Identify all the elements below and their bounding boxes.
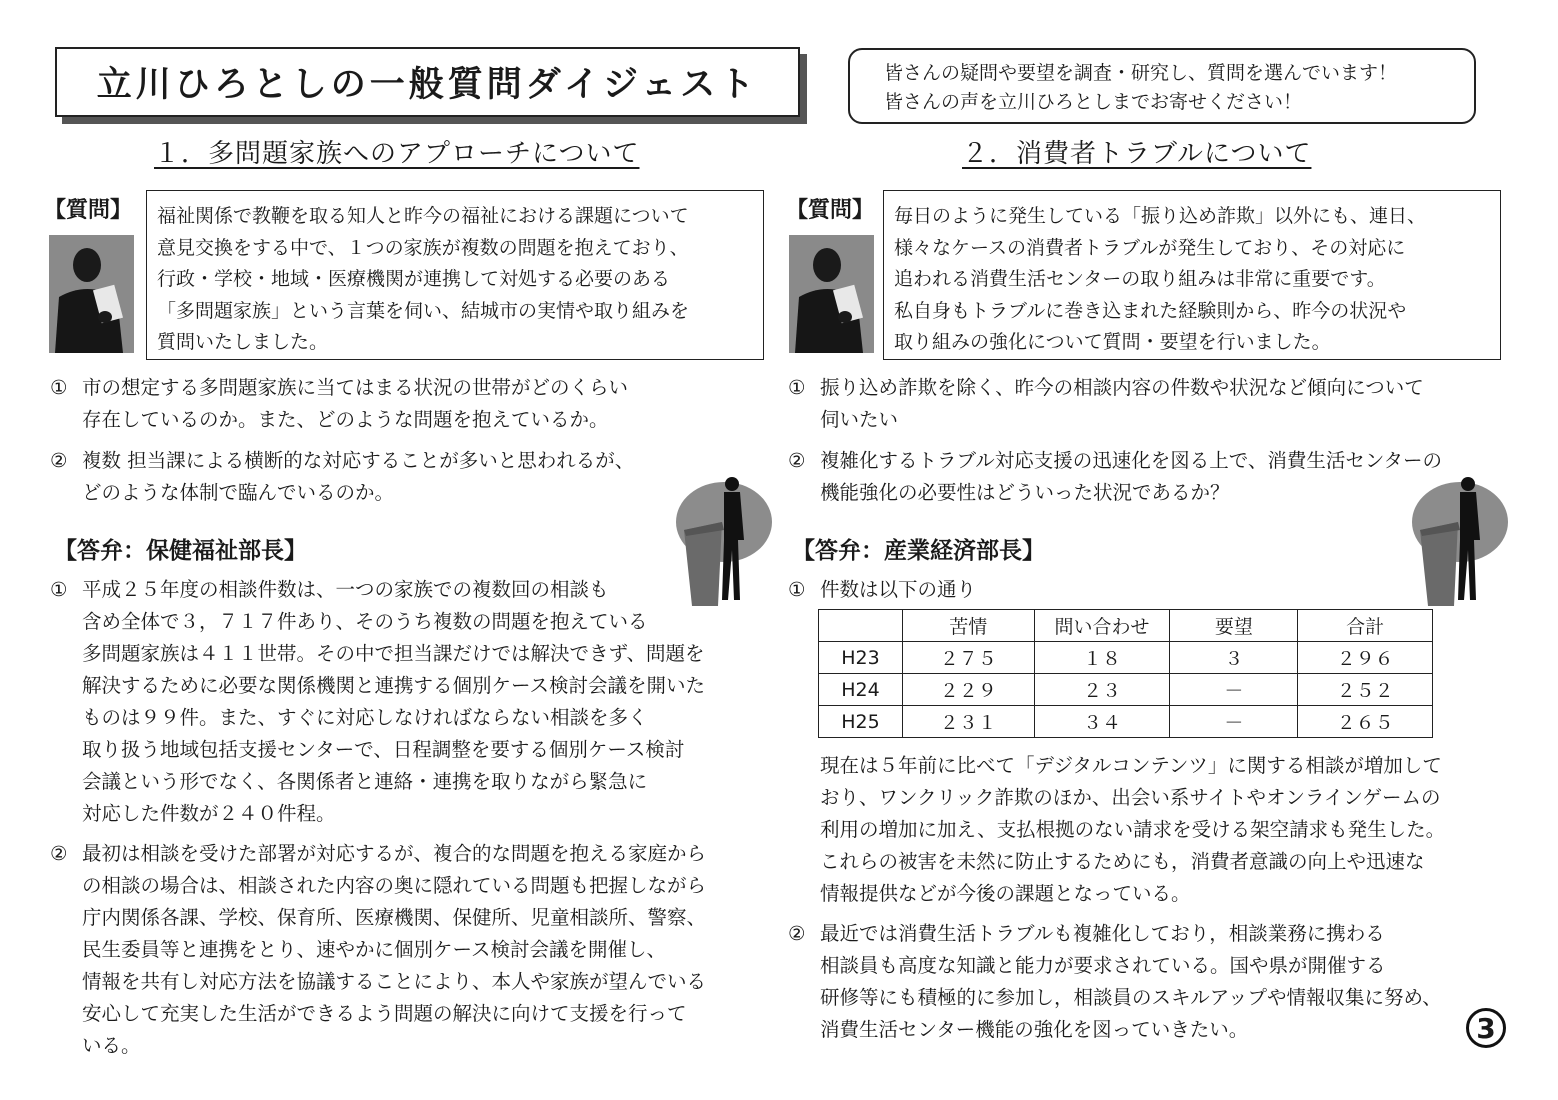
item-line: 存在しているのか。また、どのような問題を抱えているか。 <box>82 408 609 431</box>
question-line: 様々なケースの消費者トラブルが発生しており、その対応に <box>894 236 1406 259</box>
table-cell: H23 <box>819 642 903 674</box>
table-header-cell: 合計 <box>1298 610 1433 642</box>
answer-line: 消費生活センター機能の強化を図っていきたい。 <box>820 1018 1249 1041</box>
speaker-photo <box>789 235 874 353</box>
table-cell: ２３ <box>1034 674 1170 706</box>
table-cell: H25 <box>819 706 903 738</box>
answer-line: 取り扱う地域包括支援センターで、日程調整を要する個別ケース検討 <box>82 738 685 761</box>
question-box-right <box>883 190 1501 360</box>
item-line: 複雑化するトラブル対応支援の迅速化を図る上で、消費生活センターの <box>820 449 1443 472</box>
item-line: 伺いたい <box>820 408 899 431</box>
table-row <box>819 674 1433 706</box>
item-number: ② <box>788 449 806 472</box>
question-label: 【質問】 <box>44 198 133 223</box>
answer-line: 最近では消費生活トラブルも複雑化しており，相談業務に携わる <box>820 922 1385 945</box>
answer-line: 平成２５年度の相談件数は、一つの家族での複数回の相談も <box>82 578 609 601</box>
answer-line: 対応した件数が２４０件程。 <box>82 802 336 825</box>
table-cell: － <box>1170 706 1298 738</box>
item-number: ① <box>788 578 806 601</box>
question-box-left <box>146 190 764 360</box>
section-heading-left: １．多問題家族へのアプローチについて <box>154 139 640 169</box>
answer-line: 研修等にも積極的に参加し，相談員のスキルアップや情報収集に努め、 <box>820 986 1442 1009</box>
answer-line: 相談員も高度な知識と能力が要求されている。国や県が開催する <box>820 954 1386 977</box>
item-line: 振り込め詐欺を除く、昨今の相談内容の件数や状況など傾向について <box>820 376 1424 399</box>
speaker-photo <box>49 235 134 353</box>
answer-line: 会議という形でなく、各関係者と連絡・連携を取りながら緊急に <box>82 770 648 793</box>
table-cell: ２５２ <box>1298 674 1433 706</box>
table-cell: ２６５ <box>1298 706 1433 738</box>
question-line: 福祉関係で教鞭を取る知人と昨今の福祉における課題について <box>157 205 689 227</box>
table-cell: ２７５ <box>902 642 1034 674</box>
list-item <box>788 372 1508 438</box>
item-number: ① <box>788 376 806 399</box>
item-line: 市の想定する多問題家族に当てはまる状況の世帯がどのくらい <box>82 376 629 399</box>
table-header-cell: 問い合わせ <box>1034 610 1170 642</box>
table-cell: ２３１ <box>902 706 1034 738</box>
list-item <box>788 918 1488 1048</box>
list-item <box>50 445 770 511</box>
item-number: ② <box>788 922 806 945</box>
table-header-cell: 苦情 <box>902 610 1034 642</box>
item-number: ① <box>50 376 68 399</box>
item-line: 複数 担当課による横断的な対応することが多いと思われるが、 <box>82 449 635 472</box>
answer-heading-right: 【答弁：産業経済部長】 <box>792 538 1045 564</box>
page-title: 立川ひろとしの一般質問ダイジェスト <box>55 47 800 117</box>
item-number: ② <box>50 842 68 865</box>
answer-line: 多問題家族は４１１世帯。その中で担当課だけでは解決できず、問題を <box>82 642 705 665</box>
question-label: 【質問】 <box>786 198 875 223</box>
answer-line: 解決するために必要な関係機関と連携する個別ケース検討会議を開いた <box>82 674 706 697</box>
table-cell: H24 <box>819 674 903 706</box>
table-cell: ２２９ <box>902 674 1034 706</box>
table-row <box>819 642 1433 674</box>
answer-line: 情報を共有し対応方法を協議することにより、本人や家族が望んでいる <box>82 970 707 993</box>
answer-line: ものは９９件。また、すぐに対応しなければならない相談を多く <box>82 706 648 729</box>
table-cell: ３ <box>1170 642 1298 674</box>
answer-line: いる。 <box>82 1034 141 1057</box>
consultation-table <box>818 609 1433 738</box>
answer-line: 最初は相談を受けた部署が対応するが、複合的な問題を抱える家庭から <box>82 842 707 865</box>
answer-line: 情報提供などが今後の課題となっている。 <box>820 882 1191 905</box>
answer-line: これらの被害を未然に防止するためにも，消費者意識の向上や迅速な <box>820 850 1425 873</box>
table-cell: － <box>1170 674 1298 706</box>
question-line: 「多問題家族」という言葉を伺い、結城市の実情や取り組みを <box>157 299 690 322</box>
podium-speaker-illustration <box>1410 470 1510 606</box>
answer-line: 庁内関係各課、学校、保育所、医療機関、保健所、児童相談所、警察、 <box>82 906 707 929</box>
list-item <box>788 445 1508 511</box>
table-cell: ２９６ <box>1298 642 1433 674</box>
answer-line: 民生委員等と連携をとり、速やかに個別ケース検討会議を開催し、 <box>82 938 667 961</box>
answer-line: おり、ワンクリック詐欺のほか、出会い系サイトやオンラインゲームの <box>820 786 1441 809</box>
table-header-cell: 要望 <box>1170 610 1298 642</box>
answer-heading-left: 【答弁：保健福祉部長】 <box>54 538 307 564</box>
table-header-cell <box>819 610 903 642</box>
question-line: 行政・学校・地域・医療機関が連携して対処する必要のある <box>157 268 671 290</box>
question-line: 毎日のように発生している「振り込め詐欺」以外にも、連日、 <box>894 205 1427 227</box>
question-line: 質問いたしました。 <box>157 331 329 353</box>
answer-line: 安心して充実した生活ができるよう問題の解決に向けて支援を行って <box>82 1002 687 1025</box>
answer-line: 含め全体で３，７１７件あり、そのうち複数の問題を抱えている <box>82 610 648 633</box>
item-line: 機能強化の必要性はどういった状況であるか？ <box>820 481 1230 504</box>
table-cell: ３４ <box>1034 706 1170 738</box>
item-number: ② <box>50 449 68 472</box>
answer-paragraph <box>820 750 1520 910</box>
question-line: 取り組みの強化について質問・要望を行いました。 <box>894 331 1331 353</box>
notice-line: 皆さんの疑問や要望を調査・研究し、質問を選んでいます！ <box>884 62 1398 84</box>
notice-line: 皆さんの声を立川ひろとしまでお寄せください！ <box>884 91 1303 113</box>
question-line: 意見交換をする中で、１つの家族が複数の問題を抱えており、 <box>157 236 689 259</box>
answer-line: の相談の場合は、相談された内容の奥に隠れている問題も把握しながら <box>82 874 707 897</box>
table-cell: １８ <box>1034 642 1170 674</box>
table-header-row <box>819 610 1433 642</box>
answer-intro: 件数は以下の通り <box>820 578 977 601</box>
section-heading-right: ２．消費者トラブルについて <box>962 139 1312 169</box>
answer-line: 現在は５年前に比べて「デジタルコンテンツ」に関する相談が増加して <box>820 754 1442 777</box>
table-row <box>819 706 1433 738</box>
list-item <box>788 574 1188 606</box>
question-line: 私自身もトラブルに巻き込まれた経験則から、昨今の状況や <box>894 299 1407 322</box>
answer-line: 利用の増加に加え、支払根拠のない請求を受ける架空請求も発生した。 <box>820 818 1446 841</box>
notice-box <box>848 48 1476 124</box>
item-number: ① <box>50 578 68 601</box>
list-item <box>50 838 780 1062</box>
page-number: 3 <box>1466 1008 1506 1048</box>
list-item <box>50 372 770 438</box>
list-item <box>50 574 780 830</box>
question-line: 追われる消費生活センターの取り組みは非常に重要です。 <box>894 268 1386 290</box>
item-line: どのような体制で臨んでいるのか。 <box>82 481 395 504</box>
